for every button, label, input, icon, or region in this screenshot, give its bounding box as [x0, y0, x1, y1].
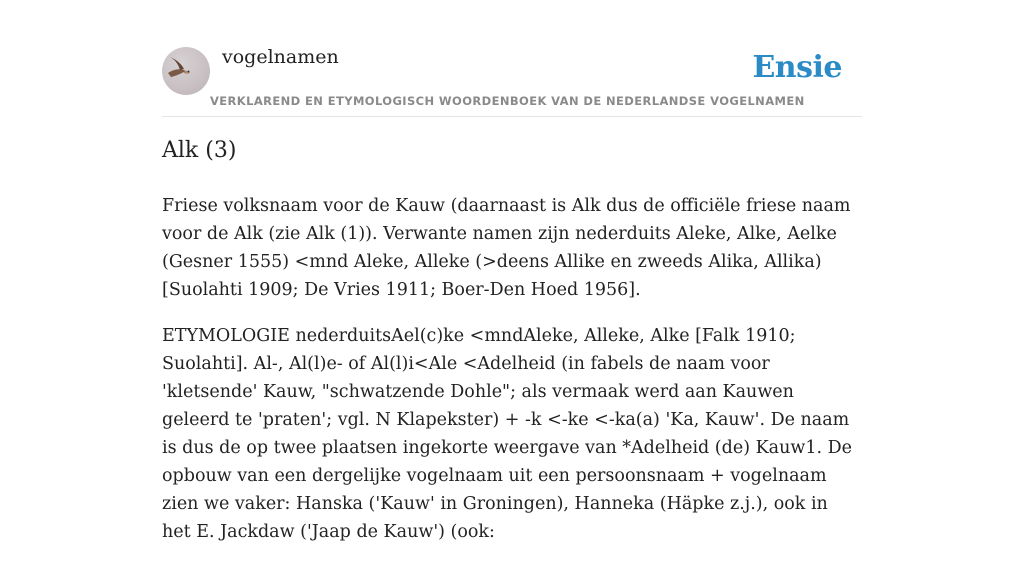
entry-paragraph: ETYMOLOGIE nederduitsAel(c)ke <mndAleke, Alleke, Alke [Falk 1910; Suolahti]. Al-, Al(l)e- of Al(l)i<Ale <Adelheid (in fabels de naam voor 'kletsende' Kauw, "schwatzende Dohle"; als vermaak werd aan Kauwen geleerd te 'praten'; vgl. N Klapekster) + -k <-ke <-ka(a) 'Ka, Kauw'. De naam is dus de op twee plaatsen ingekorte weergave van *Adelheid (de) Kauw1. De opbouw van een dergelijke vogelnaam uit een persoonsnaam + vogelnaam zien we vaker: Hanska ('Kauw' in Groningen), Hanneka (Häpke z.j.), ook in het E. Jackdaw ('Jaap de Kauw') (ook:	[162, 326, 852, 542]
bird-icon	[162, 47, 210, 95]
entry-paragraph: Friese volksnaam voor de Kauw (daarnaast is Alk dus de officiële friese naam voor de Alk (zie Alk (1)). Verwante namen zijn nederduits Aleke, Alke, Aelke (Gesner 1555) <mnd Aleke, Alleke (>deens Allike en zweeds Alika, Allika) [Suolahti 1909; De Vries 1911; Boer-Den Hoed 1956].	[162, 196, 851, 300]
source-avatar[interactable]	[162, 47, 210, 95]
source-name[interactable]: vogelnamen	[222, 46, 339, 68]
entry-content	[162, 192, 862, 564]
source-subtitle: VERKLAREND EN ETYMOLOGISCH WOORDENBOEK VAN DE NEDERLANDSE VOGELNAMEN	[210, 94, 805, 108]
header	[162, 40, 862, 117]
entry-title: Alk (3)	[162, 138, 237, 163]
ensie-logo[interactable]: Ensie	[752, 50, 842, 85]
